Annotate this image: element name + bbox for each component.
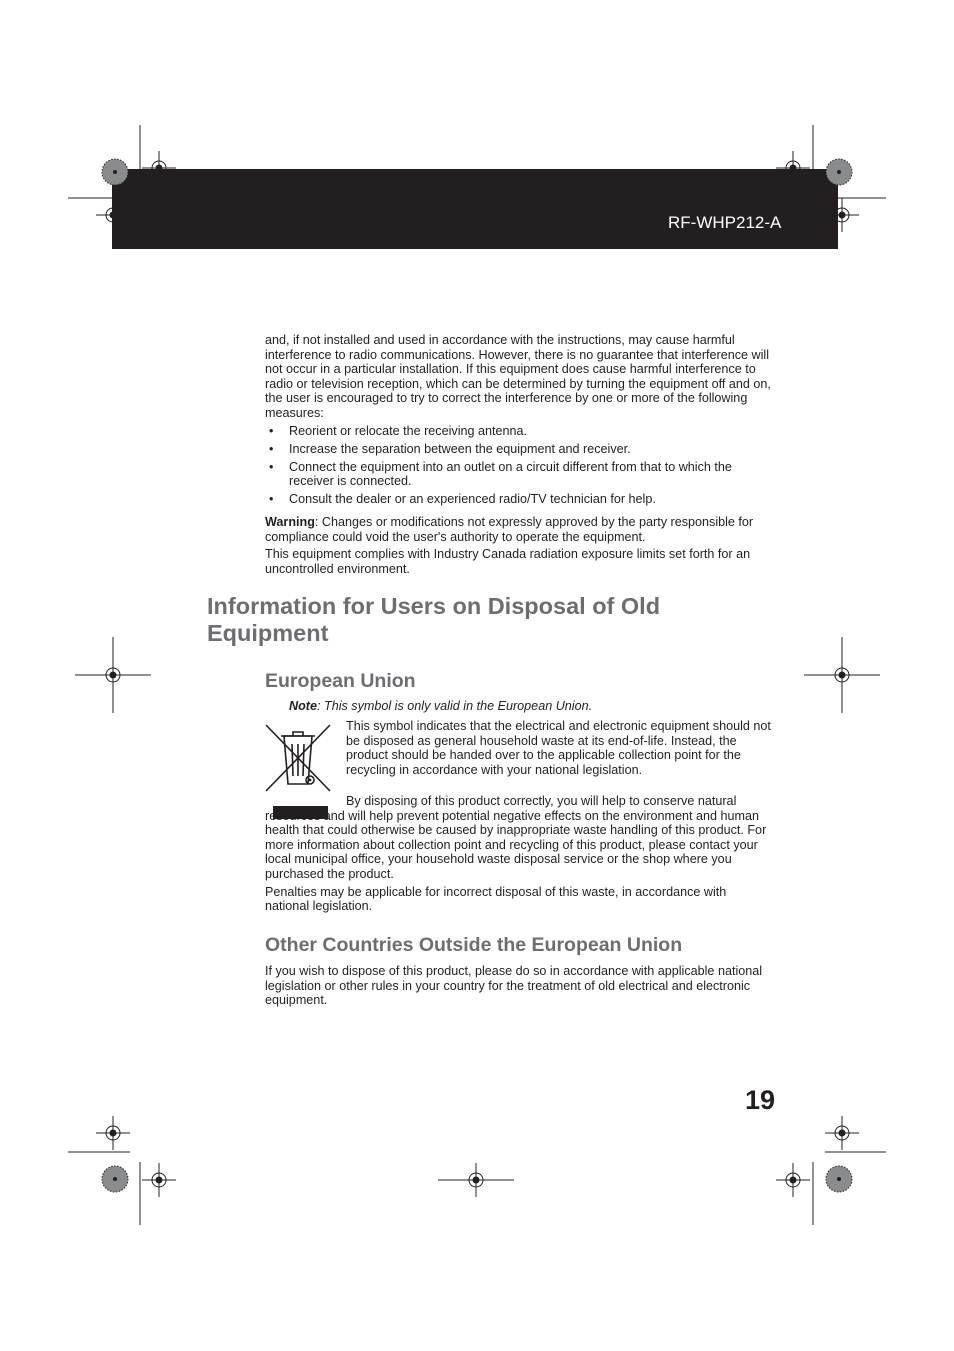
registration-target-icon — [804, 637, 880, 713]
bullet-icon: • — [269, 423, 274, 438]
list-item-text: Increase the separation between the equipment and receiver. — [289, 441, 631, 456]
list-item — [265, 460, 771, 489]
note-label: Note — [289, 699, 317, 713]
other-countries-heading: Other Countries Outside the European Union — [265, 934, 683, 956]
star-target-icon — [101, 158, 129, 186]
model-number: RF-WHP212-A — [668, 213, 782, 232]
warning-label: Warning — [265, 515, 315, 530]
canada-paragraph: This equipment complies with Industry Canada radiation exposure limits set forth for an uncontrolled environment. — [265, 547, 751, 576]
bullet-icon: • — [269, 492, 274, 507]
list-item — [265, 492, 771, 507]
registration-target-icon — [142, 1163, 176, 1197]
disposal-title: Information for Users on Disposal of Old Equipment — [207, 593, 661, 646]
eu-heading: European Union — [265, 670, 416, 692]
registration-target-icon — [75, 637, 151, 713]
bullet-icon: • — [269, 459, 274, 474]
registration-target-icon — [142, 151, 176, 185]
measures-list — [265, 424, 771, 507]
registration-target-icon — [825, 1116, 859, 1150]
eu-paragraph-2-block — [265, 794, 771, 914]
warning-text: : Changes or modifications not expressly approved by the party responsible for compliance could void the user's authority to operate the equipment. — [265, 515, 754, 544]
eu-paragraph-3: Penalties may be applicable for incorrect disposal of this waste, in accordance with national legislation. — [265, 884, 727, 914]
eu-note — [289, 699, 592, 714]
registration-target-icon — [96, 1116, 130, 1150]
intro-paragraph: and, if not installed and used in accordance with the instructions, may cause harmful interference to radio communications. However, there is no guarantee that interference will not occur in a particular installation. If this equipment does cause harmful interference to radio or television reception, which can be determined by turning the equipment off and on, the user is encouraged to try to correct the interference by one or more of the following measures: — [265, 333, 771, 420]
eu-paragraph-1: This symbol indicates that the electrical and electronic equipment should not be disposed as general household waste at its end-of-life. Instead, the product should be handed over to the applicable collection point for the recycling in accordance with your national legislation. — [346, 719, 771, 777]
registration-target-icon — [96, 198, 130, 232]
list-item-text: Consult the dealer or an experienced radio/TV technician for help. — [289, 492, 656, 507]
page-number: 19 — [744, 1085, 775, 1115]
registration-target-icon — [776, 151, 810, 185]
registration-target-icon — [776, 1163, 810, 1197]
note-text: : This symbol is only valid in the European Union. — [317, 699, 593, 713]
star-target-icon — [101, 1165, 129, 1193]
other-countries-paragraph: If you wish to dispose of this product, please do so in accordance with applicable national legislation or other rules in your country for the treatment of old electrical and electronic equipment. — [265, 964, 763, 1008]
bullet-icon: • — [269, 441, 274, 456]
list-item — [265, 442, 771, 457]
registration-target-icon — [825, 198, 859, 232]
list-item-text: Connect the equipment into an outlet on a circuit different from that to which the receiver is connected. — [289, 459, 732, 489]
warning-paragraph — [265, 515, 771, 544]
intro-section — [265, 333, 771, 576]
star-target-icon — [825, 158, 853, 186]
star-target-icon — [825, 1165, 853, 1193]
list-item — [265, 424, 771, 439]
eu-paragraph-2: By disposing of this product correctly, you will help to conserve natural resources and will help prevent potential negative effects on the environment and human health that could otherwise be caused by inappropriate waste handling of this product. For more information about collection point and recycling of this product, please contact your local municipal office, your household waste disposal service or the shop where you purchased the product. — [265, 794, 767, 881]
list-item-text: Reorient or relocate the receiving antenna. — [289, 423, 528, 438]
registration-target-icon — [438, 1163, 514, 1197]
